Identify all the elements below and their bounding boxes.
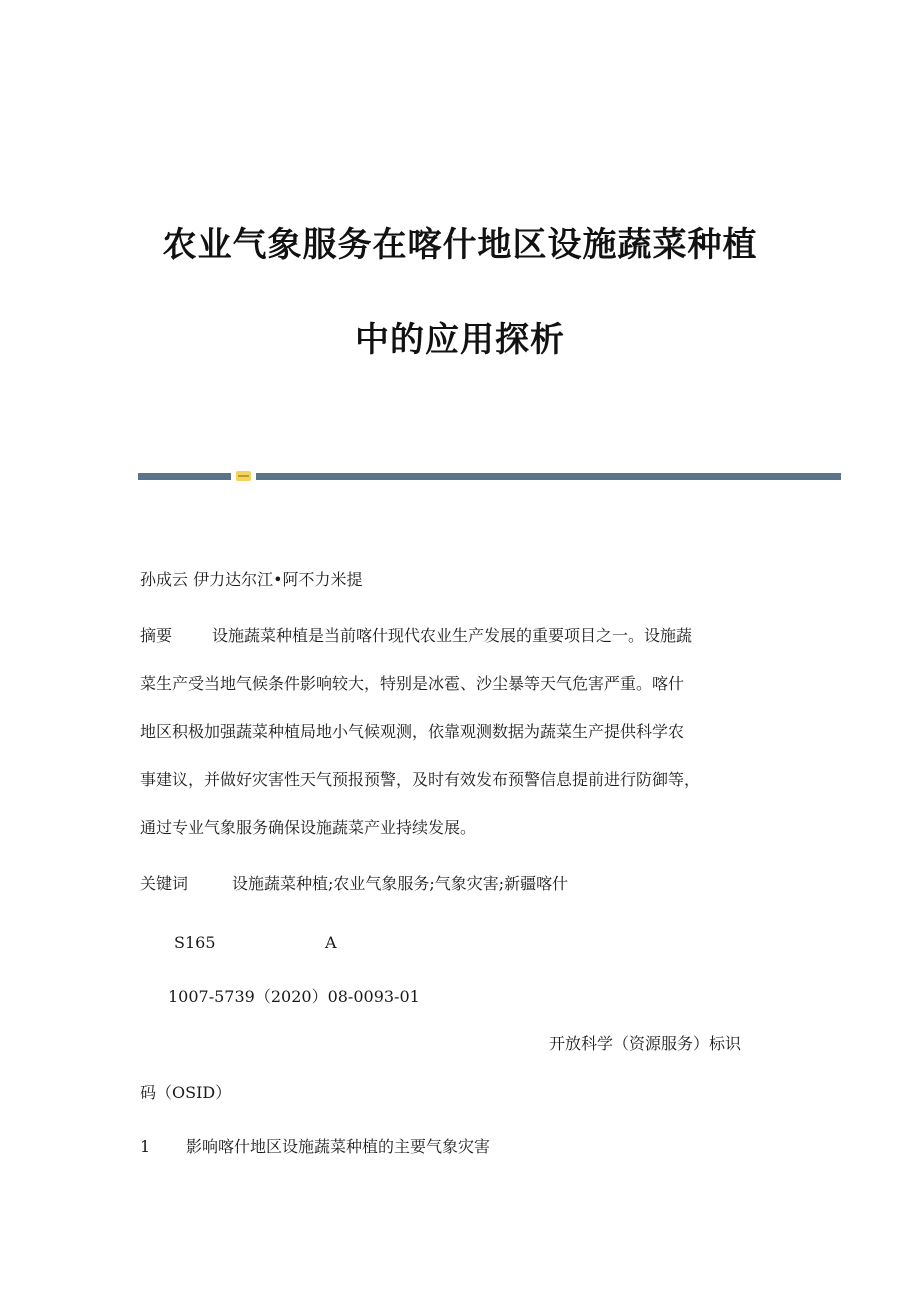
article-id: 1007-5739（2020）08-0093-01 [168, 987, 420, 1006]
abstract-label: 摘要 [140, 626, 173, 645]
authors: 孙成云 伊力达尔江•阿不力米提 [140, 570, 363, 589]
abstract-line-4: 事建议，并做好灾害性天气预报预警，及时有效发布预警信息提前进行防御等， [140, 770, 701, 789]
section-heading-1 [140, 1137, 490, 1157]
classification-code: S165 [174, 933, 216, 952]
document-code: A [325, 933, 337, 952]
title-divider [138, 471, 841, 481]
divider-bar-left [138, 473, 231, 480]
abstract-line-2: 菜生产受当地气候条件影响较大，特别是冰雹、沙尘暴等天气危害严重。喀什 [140, 674, 685, 693]
abstract-line-1 [140, 626, 692, 646]
osid-label-line-1: 开放科学（资源服务）标识 [549, 1034, 742, 1053]
keywords-line [140, 874, 568, 894]
title-line-2: 中的应用探析 [355, 320, 565, 360]
divider-bar-right [256, 473, 841, 480]
keywords-label: 关键词 [140, 874, 189, 893]
section-number: 1 [140, 1137, 151, 1156]
osid-label-line-2: 码（OSID） [140, 1083, 232, 1102]
abstract-text-1: 设施蔬菜种植是当前喀什现代农业生产发展的重要项目之一。设施蔬 [212, 626, 693, 645]
section-title: 影响喀什地区设施蔬菜种植的主要气象灾害 [186, 1137, 491, 1156]
keywords-value: 设施蔬菜种植;农业气象服务;气象灾害;新疆喀什 [232, 874, 569, 893]
abstract-line-5: 通过专业气象服务确保设施蔬菜产业持续发展。 [140, 818, 477, 837]
divider-ornament-icon [236, 471, 251, 481]
abstract-line-3: 地区积极加强蔬菜种植局地小气候观测，依靠观测数据为蔬菜生产提供科学农 [140, 722, 685, 741]
title-line-1: 农业气象服务在喀什地区设施蔬菜种植 [162, 225, 758, 265]
